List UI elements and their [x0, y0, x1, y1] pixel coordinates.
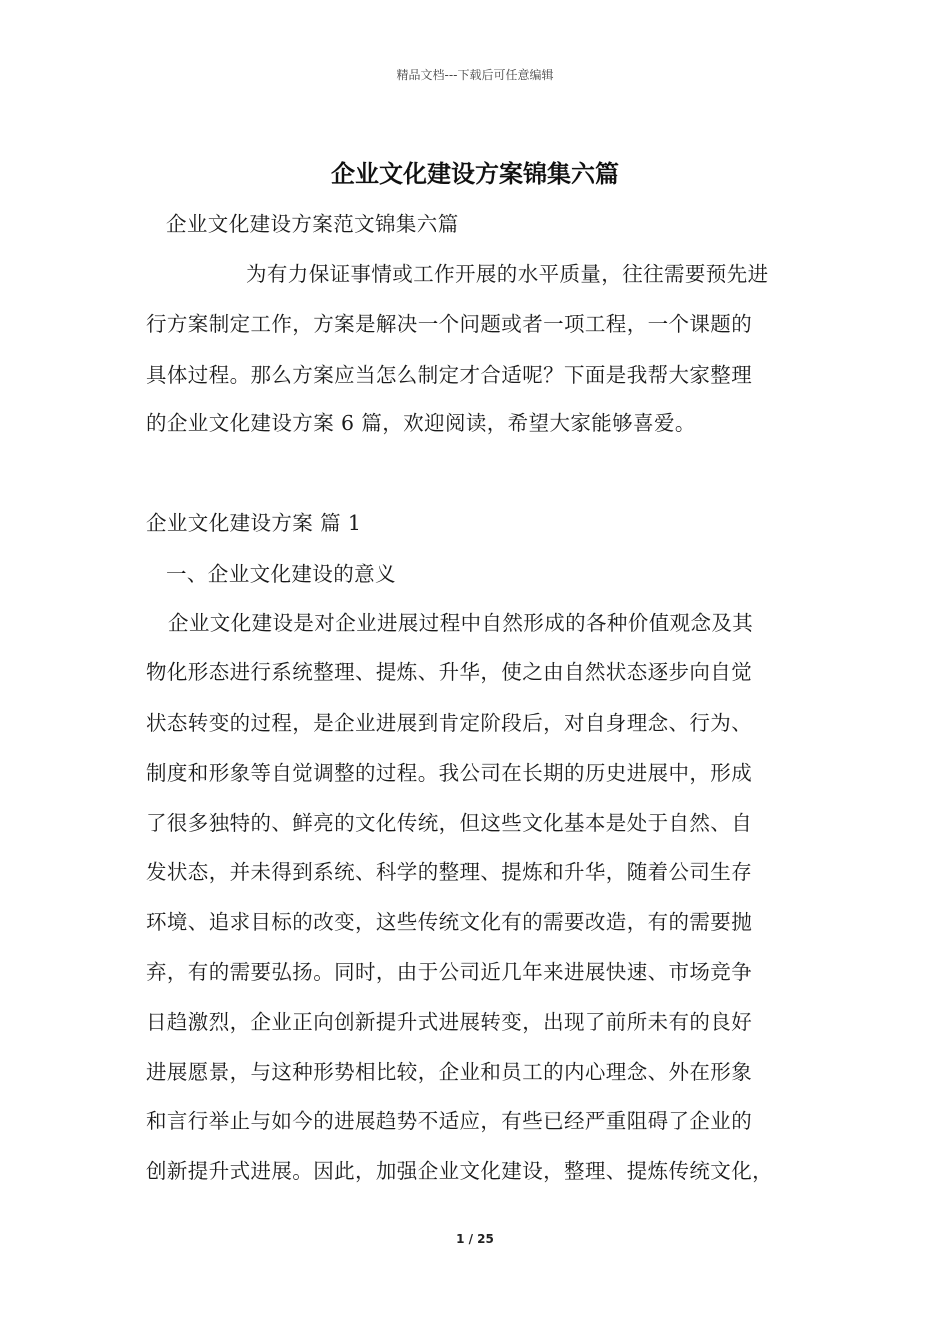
- subsection-heading: 一、企业文化建设的意义: [166, 562, 396, 586]
- body-line: 进展愿景，与这种形势相比较，企业和员工的内心理念、外在形象: [146, 1060, 753, 1084]
- body-line: 日趋激烈，企业正向创新提升式进展转变，出现了前所未有的良好: [146, 1010, 753, 1034]
- intro-line: 的企业文化建设方案 6 篇，欢迎阅读，希望大家能够喜爱。: [146, 411, 696, 435]
- body-line: 状态转变的过程，是企业进展到肯定阶段后，对自身理念、行为、: [146, 711, 753, 735]
- document-title: 企业文化建设方案锦集六篇: [331, 160, 619, 188]
- header-note: 精品文档---下载后可任意编辑: [396, 68, 554, 82]
- intro-line: 为有力保证事情或工作开展的水平质量，往往需要预先进: [246, 262, 769, 286]
- body-line: 创新提升式进展。因此，加强企业文化建设，整理、提炼传统文化，: [146, 1159, 773, 1183]
- body-line: 了很多独特的、鲜亮的文化传统，但这些文化基本是处于自然、自: [146, 811, 753, 835]
- body-line: 物化形态进行系统整理、提炼、升华，使之由自然状态逐步向自觉: [146, 660, 753, 684]
- body-line: 弃，有的需要弘扬。同时，由于公司近几年来进展快速、市场竞争: [146, 960, 753, 984]
- body-line: 发状态，并未得到系统、科学的整理、提炼和升华，随着公司生存: [146, 860, 753, 884]
- intro-line: 行方案制定工作，方案是解决一个问题或者一项工程，一个课题的: [146, 312, 753, 336]
- document-subtitle: 企业文化建设方案范文锦集六篇: [166, 212, 459, 236]
- page-number: 1 / 25: [456, 1232, 494, 1246]
- body-line: 环境、追求目标的改变，这些传统文化有的需要改造，有的需要抛: [146, 910, 753, 934]
- body-line: 和言行举止与如今的进展趋势不适应，有些已经严重阻碍了企业的: [146, 1109, 753, 1133]
- section-heading: 企业文化建设方案 篇 1: [146, 511, 362, 535]
- body-line: 制度和形象等自觉调整的过程。我公司在长期的历史进展中，形成: [146, 761, 753, 785]
- intro-line: 具体过程。那么方案应当怎么制定才合适呢？下面是我帮大家整理: [146, 363, 753, 387]
- body-line: 企业文化建设是对企业进展过程中自然形成的各种价值观念及其: [168, 611, 754, 635]
